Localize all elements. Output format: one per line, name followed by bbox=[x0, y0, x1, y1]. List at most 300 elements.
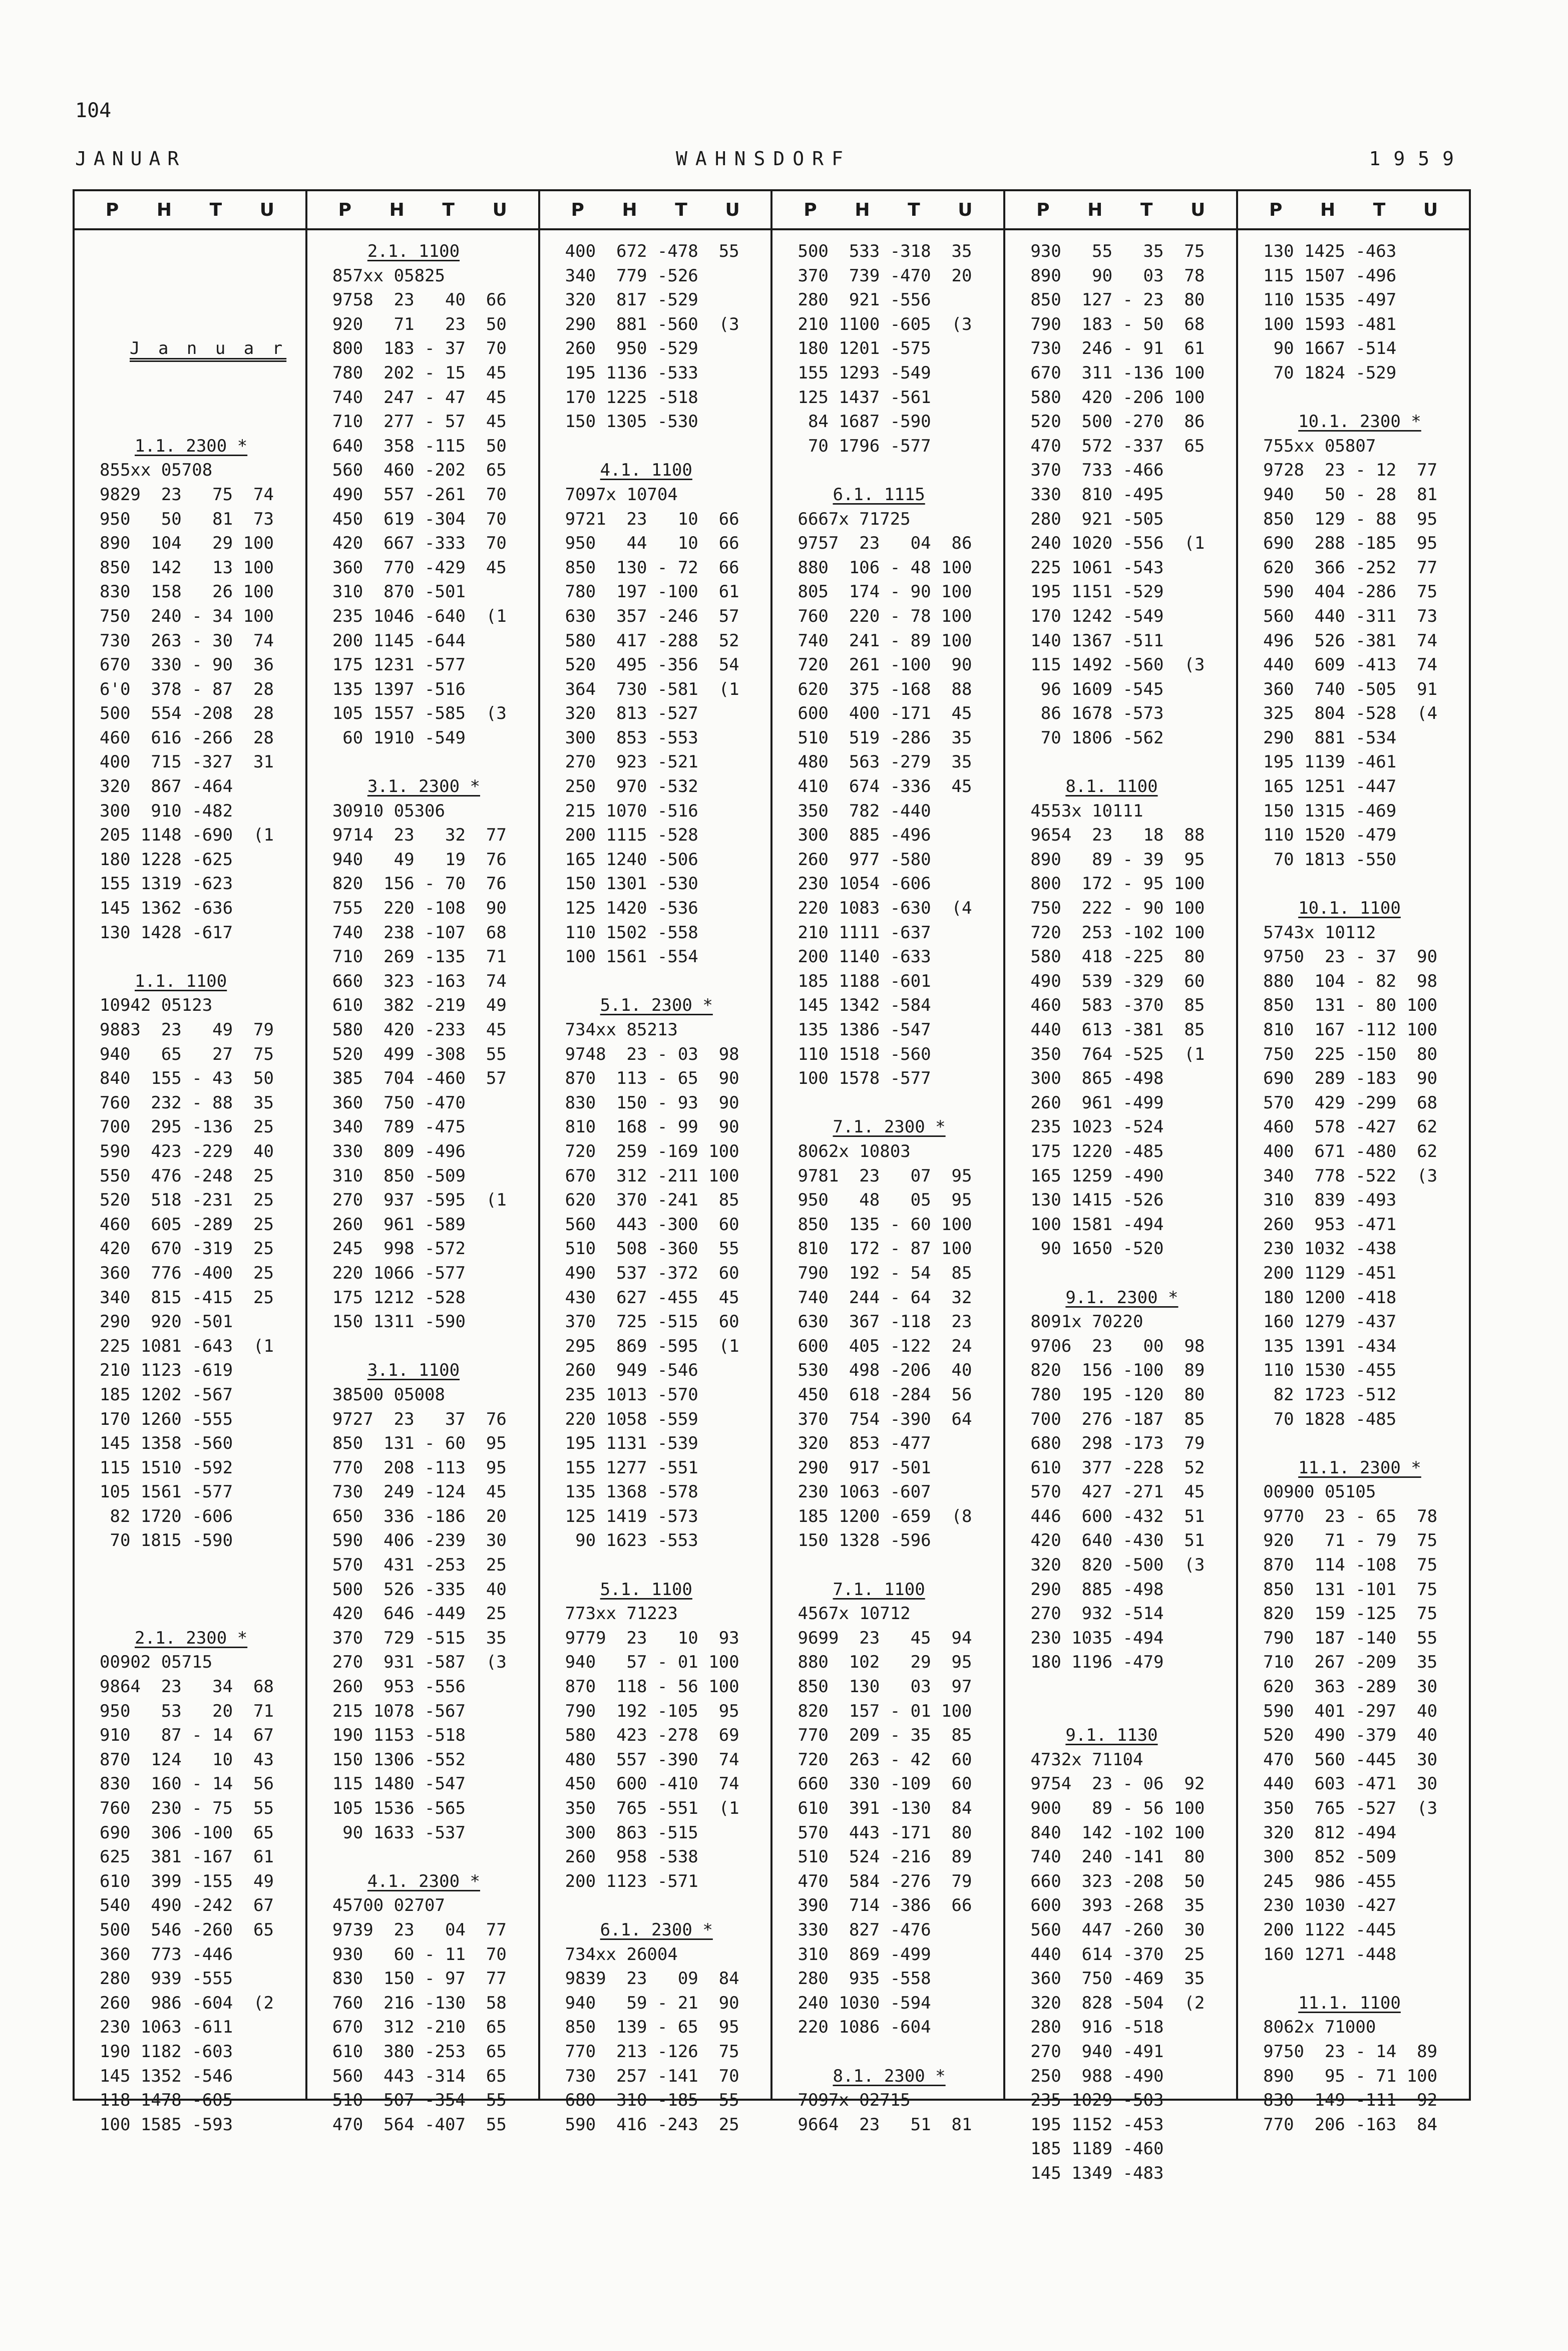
data-line: 730 263 - 30 74 bbox=[100, 630, 274, 651]
data-line: 125 1419 -573 bbox=[565, 1506, 698, 1526]
data-line: 270 932 -514 bbox=[1030, 1604, 1164, 1624]
column-body bbox=[772, 230, 1003, 2137]
column-label: P bbox=[804, 199, 817, 220]
data-line: 850 139 - 65 95 bbox=[565, 2017, 739, 2038]
column-label: T bbox=[1373, 199, 1386, 220]
data-line: 220 1083 -630 (4 bbox=[798, 898, 972, 919]
data-line: 160 1279 -437 bbox=[1263, 1312, 1397, 1332]
data-line: 590 416 -243 25 bbox=[565, 2114, 739, 2135]
data-line: 130 1425 -463 bbox=[1263, 241, 1397, 261]
data-line: 670 312 -210 65 bbox=[332, 2017, 507, 2038]
data-line: 600 405 -122 24 bbox=[798, 1336, 972, 1356]
data-line: 470 560 -445 30 bbox=[1263, 1749, 1438, 1770]
column-label: U bbox=[492, 199, 507, 220]
data-line: 185 1202 -567 bbox=[100, 1384, 233, 1405]
data-line: 230 1063 -607 bbox=[798, 1482, 931, 1502]
data-line: 510 508 -360 55 bbox=[565, 1239, 739, 1259]
column-label: T bbox=[209, 199, 222, 220]
data-line: 720 253 -102 100 bbox=[1030, 922, 1205, 943]
data-line: 60 1910 -549 bbox=[332, 727, 466, 748]
data-line: 940 65 27 75 bbox=[100, 1044, 274, 1064]
data-line: 310 850 -509 bbox=[332, 1165, 466, 1186]
data-line: 720 259 -169 100 bbox=[565, 1141, 739, 1161]
sounding-title bbox=[565, 1918, 756, 1942]
table-column bbox=[75, 191, 305, 2135]
data-line: 320 817 -529 bbox=[565, 290, 698, 310]
sounding-title bbox=[1263, 1991, 1454, 2016]
data-line: 320 828 -504 (2 bbox=[1030, 1993, 1205, 2013]
column-label: H bbox=[389, 199, 405, 220]
header-month: JANUAR bbox=[75, 148, 186, 170]
data-line: 280 935 -558 bbox=[798, 1969, 931, 1989]
data-line: 250 988 -490 bbox=[1030, 2066, 1164, 2086]
data-line: 400 671 -480 62 bbox=[1263, 1141, 1438, 1161]
data-line: 105 1536 -565 bbox=[332, 1798, 466, 1818]
data-line: 235 1046 -640 (1 bbox=[332, 606, 507, 626]
data-line: 7097x 02715 bbox=[798, 2090, 911, 2111]
data-line: 9728 23 - 12 77 bbox=[1263, 460, 1438, 481]
sounding-title-text: 5.1. 2300 * bbox=[600, 995, 713, 1016]
data-line: 9727 23 37 76 bbox=[332, 1409, 507, 1429]
data-line bbox=[798, 458, 988, 483]
data-line: 850 130 - 72 66 bbox=[565, 557, 739, 578]
data-line: 870 118 - 56 100 bbox=[565, 1677, 739, 1697]
data-line: 270 923 -521 bbox=[565, 752, 698, 772]
data-line: 500 533 -318 35 bbox=[798, 241, 972, 261]
data-line: 6667x 71725 bbox=[798, 509, 911, 529]
data-line: 215 1070 -516 bbox=[565, 801, 698, 821]
data-line: 610 382 -219 49 bbox=[332, 995, 507, 1016]
data-line: 370 729 -515 35 bbox=[332, 1628, 507, 1648]
data-line: 45700 02707 bbox=[332, 1895, 445, 1916]
data-line: 150 1301 -530 bbox=[565, 874, 698, 894]
data-line: 740 238 -107 68 bbox=[332, 922, 507, 943]
data-line bbox=[332, 750, 523, 774]
data-line: 200 1115 -528 bbox=[565, 825, 698, 846]
data-line: 340 778 -522 (3 bbox=[1263, 1165, 1438, 1186]
column-body bbox=[1238, 230, 1469, 2137]
data-line: 125 1437 -561 bbox=[798, 387, 931, 408]
data-line: 490 557 -261 70 bbox=[332, 484, 507, 505]
data-line: 570 431 -253 25 bbox=[332, 1555, 507, 1576]
data-line: 4553x 10111 bbox=[1030, 801, 1143, 821]
data-line bbox=[1030, 1261, 1221, 1286]
data-line: 235 1013 -570 bbox=[565, 1384, 698, 1405]
data-line: 290 917 -501 bbox=[798, 1457, 931, 1478]
data-line: 9883 23 49 79 bbox=[100, 1020, 274, 1040]
table-column bbox=[770, 191, 1003, 2135]
data-line: 850 135 - 60 100 bbox=[798, 1214, 972, 1235]
data-line bbox=[565, 969, 756, 994]
data-line: 620 375 -168 88 bbox=[798, 679, 972, 699]
data-line: 420 670 -319 25 bbox=[100, 1239, 274, 1259]
data-line: 670 312 -211 100 bbox=[565, 1165, 739, 1186]
data-line: 320 820 -500 (3 bbox=[1030, 1555, 1205, 1576]
data-line: 880 104 - 82 98 bbox=[1263, 971, 1438, 991]
data-line: 5743x 10112 bbox=[1263, 922, 1376, 943]
sounding-title-text: 2.1. 2300 * bbox=[135, 1628, 248, 1648]
data-line: 260 977 -580 bbox=[798, 849, 931, 870]
data-line: 180 1228 -625 bbox=[100, 849, 233, 870]
data-line: 110 1535 -497 bbox=[1263, 290, 1397, 310]
data-line: 920 71 23 50 bbox=[332, 314, 507, 334]
data-line: 9829 23 75 74 bbox=[100, 484, 274, 505]
data-line: 290 881 -534 bbox=[1263, 727, 1397, 748]
column-header bbox=[1238, 191, 1469, 230]
data-line: 295 869 -595 (1 bbox=[565, 1336, 739, 1356]
data-line: 90 1650 -520 bbox=[1030, 1239, 1164, 1259]
data-line: 260 961 -589 bbox=[332, 1214, 466, 1235]
data-line: 930 60 - 11 70 bbox=[332, 1944, 507, 1965]
data-line: 755xx 05807 bbox=[1263, 436, 1376, 456]
data-line bbox=[100, 239, 290, 264]
data-line: 135 1386 -547 bbox=[798, 1020, 931, 1040]
sounding-title-text: 3.1. 1100 bbox=[367, 1360, 460, 1381]
month-heading bbox=[100, 336, 290, 361]
data-line: 170 1260 -555 bbox=[100, 1409, 233, 1429]
data-line: 530 498 -206 40 bbox=[798, 1360, 972, 1381]
data-line: 4567x 10712 bbox=[798, 1604, 911, 1624]
data-line: 9758 23 40 66 bbox=[332, 290, 507, 310]
data-line: 100 1593 -481 bbox=[1263, 314, 1397, 334]
data-line: 185 1200 -659 (8 bbox=[798, 1506, 972, 1526]
data-line: 9739 23 04 77 bbox=[332, 1919, 507, 1940]
data-line: 195 1151 -529 bbox=[1030, 582, 1164, 602]
data-line: 9706 23 00 98 bbox=[1030, 1336, 1205, 1356]
data-line: 364 730 -581 (1 bbox=[565, 679, 739, 699]
data-line: 100 1561 -554 bbox=[565, 947, 698, 967]
data-line: 790 183 - 50 68 bbox=[1030, 314, 1205, 334]
data-line: 510 507 -354 55 bbox=[332, 2090, 507, 2111]
column-header bbox=[772, 191, 1003, 230]
data-line: 9721 23 10 66 bbox=[565, 509, 739, 529]
data-line: 175 1212 -528 bbox=[332, 1287, 466, 1308]
data-line: 165 1251 -447 bbox=[1263, 776, 1397, 797]
data-line: 9699 23 45 94 bbox=[798, 1628, 972, 1648]
data-line bbox=[100, 410, 290, 434]
sounding-title-text: 6.1. 2300 * bbox=[600, 1919, 713, 1940]
data-line: 440 613 -381 85 bbox=[1030, 1020, 1205, 1040]
data-line bbox=[332, 1334, 523, 1359]
data-line: 950 50 81 73 bbox=[100, 509, 274, 529]
data-line bbox=[1030, 750, 1221, 774]
data-line: 500 554 -208 28 bbox=[100, 703, 274, 724]
data-line: 260 950 -529 bbox=[565, 338, 698, 359]
sounding-title bbox=[332, 239, 523, 264]
data-line: 610 377 -228 52 bbox=[1030, 1457, 1205, 1478]
data-line: 820 156 -100 89 bbox=[1030, 1360, 1205, 1381]
month-heading-text: J a n u a r bbox=[130, 338, 287, 359]
data-line bbox=[565, 434, 756, 459]
data-line: 150 1305 -530 bbox=[565, 412, 698, 432]
column-label: U bbox=[1191, 199, 1206, 220]
data-line: 620 366 -252 77 bbox=[1263, 557, 1438, 578]
data-line: 260 986 -604 (2 bbox=[100, 1993, 274, 2013]
sounding-table bbox=[73, 189, 1471, 2183]
data-line: 84 1687 -590 bbox=[798, 412, 931, 432]
column-label: H bbox=[156, 199, 172, 220]
sounding-title-text: 10.1. 2300 * bbox=[1298, 412, 1421, 432]
data-line: 820 156 - 70 76 bbox=[332, 874, 507, 894]
data-line: 260 961 -499 bbox=[1030, 1092, 1164, 1113]
data-line: 790 192 - 54 85 bbox=[798, 1263, 972, 1283]
data-line: 340 789 -475 bbox=[332, 1117, 466, 1137]
data-line: 660 323 -208 50 bbox=[1030, 1871, 1205, 1891]
data-line: 790 192 -105 95 bbox=[565, 1701, 739, 1721]
data-line: 630 357 -246 57 bbox=[565, 606, 739, 626]
sounding-title-text: 3.1. 2300 * bbox=[367, 776, 480, 797]
data-line: 560 460 -202 65 bbox=[332, 460, 507, 481]
data-line: 496 526 -381 74 bbox=[1263, 630, 1438, 651]
data-line: 890 104 29 100 bbox=[100, 533, 274, 554]
data-line: 440 603 -471 30 bbox=[1263, 1774, 1438, 1794]
data-line: 230 1035 -494 bbox=[1030, 1628, 1164, 1648]
data-line: 155 1319 -623 bbox=[100, 874, 233, 894]
data-line: 00902 05715 bbox=[100, 1652, 213, 1673]
data-line: 7097x 10704 bbox=[565, 484, 678, 505]
data-line: 660 323 -163 74 bbox=[332, 971, 507, 991]
data-line: 8062x 71000 bbox=[1263, 2017, 1376, 2038]
data-line: 220 1058 -559 bbox=[565, 1409, 698, 1429]
data-line: 320 812 -494 bbox=[1263, 1822, 1397, 1843]
data-line: 280 921 -556 bbox=[798, 290, 931, 310]
data-line: 370 739 -470 20 bbox=[798, 265, 972, 286]
sounding-title bbox=[565, 458, 756, 483]
data-line: 710 267 -209 35 bbox=[1263, 1652, 1438, 1673]
data-line bbox=[100, 1602, 290, 1626]
sounding-title-text: 10.1. 1100 bbox=[1298, 898, 1401, 919]
data-line bbox=[798, 1553, 988, 1578]
data-line: 360 750 -470 bbox=[332, 1092, 466, 1113]
data-line bbox=[565, 1893, 756, 1918]
column-body bbox=[75, 230, 305, 2137]
data-line: 760 230 - 75 55 bbox=[100, 1798, 274, 1818]
data-line: 170 1242 -549 bbox=[1030, 606, 1164, 626]
data-line: 330 827 -476 bbox=[798, 1919, 931, 1940]
data-line: 810 167 -112 100 bbox=[1263, 1020, 1438, 1040]
data-line: 520 490 -379 40 bbox=[1263, 1725, 1438, 1746]
data-line: 950 48 05 95 bbox=[798, 1190, 972, 1211]
data-line: 790 187 -140 55 bbox=[1263, 1628, 1438, 1648]
data-line: 70 1828 -485 bbox=[1263, 1409, 1397, 1429]
data-line: 200 1140 -633 bbox=[798, 947, 931, 967]
data-line: 370 725 -515 60 bbox=[565, 1312, 739, 1332]
data-line: 520 518 -231 25 bbox=[100, 1190, 274, 1211]
data-line: 510 524 -216 89 bbox=[798, 1847, 972, 1867]
data-line: 8062x 10803 bbox=[798, 1141, 911, 1161]
data-line: 940 57 - 01 100 bbox=[565, 1652, 739, 1673]
data-line: 840 142 -102 100 bbox=[1030, 1822, 1205, 1843]
data-line bbox=[100, 1553, 290, 1578]
data-line: 200 1123 -571 bbox=[565, 1871, 698, 1891]
data-line: 210 1100 -605 (3 bbox=[798, 314, 972, 334]
data-line: 820 157 - 01 100 bbox=[798, 1701, 972, 1721]
data-line: 740 241 - 89 100 bbox=[798, 630, 972, 651]
data-line: 630 367 -118 23 bbox=[798, 1312, 972, 1332]
sounding-title-text: 4.1. 2300 * bbox=[367, 1871, 480, 1891]
data-line: 135 1397 -516 bbox=[332, 679, 466, 699]
data-line bbox=[1263, 872, 1454, 896]
data-line: 650 336 -186 20 bbox=[332, 1506, 507, 1526]
data-line: 360 776 -400 25 bbox=[100, 1263, 274, 1283]
data-line: 880 106 - 48 100 bbox=[798, 557, 972, 578]
data-line: 240 1020 -556 (1 bbox=[1030, 533, 1205, 554]
data-line: 260 953 -471 bbox=[1263, 1214, 1397, 1235]
data-line: 270 931 -587 (3 bbox=[332, 1652, 507, 1673]
data-line: 330 810 -495 bbox=[1030, 484, 1164, 505]
data-line: 690 306 -100 65 bbox=[100, 1822, 274, 1843]
data-line: 9754 23 - 06 92 bbox=[1030, 1774, 1205, 1794]
data-line: 290 881 -560 (3 bbox=[565, 314, 739, 334]
data-line: 4732x 71104 bbox=[1030, 1749, 1143, 1770]
data-line: 710 269 -135 71 bbox=[332, 947, 507, 967]
data-line: 200 1129 -451 bbox=[1263, 1263, 1397, 1283]
data-line: 360 740 -505 91 bbox=[1263, 679, 1438, 699]
table-column bbox=[1003, 191, 1236, 2183]
data-line: 670 330 - 90 36 bbox=[100, 655, 274, 675]
data-line: 9748 23 - 03 98 bbox=[565, 1044, 739, 1064]
data-line: 150 1315 -469 bbox=[1263, 801, 1397, 821]
data-line: 470 564 -407 55 bbox=[332, 2114, 507, 2135]
data-line: 780 197 -100 61 bbox=[565, 582, 739, 602]
data-line: 280 916 -518 bbox=[1030, 2017, 1164, 2038]
data-line: 100 1581 -494 bbox=[1030, 1214, 1164, 1235]
column-label: P bbox=[1036, 199, 1050, 220]
data-line: 350 765 -551 (1 bbox=[565, 1798, 739, 1818]
sounding-title-text: 7.1. 2300 * bbox=[833, 1117, 946, 1137]
data-line: 940 49 19 76 bbox=[332, 849, 507, 870]
data-line: 850 142 13 100 bbox=[100, 557, 274, 578]
data-line: 100 1585 -593 bbox=[100, 2114, 233, 2135]
data-line: 115 1492 -560 (3 bbox=[1030, 655, 1205, 675]
data-line: 610 399 -155 49 bbox=[100, 1871, 274, 1891]
data-line: 750 225 -150 80 bbox=[1263, 1044, 1438, 1064]
data-line: 770 213 -126 75 bbox=[565, 2041, 739, 2062]
data-line bbox=[1263, 385, 1454, 410]
data-line: 440 614 -370 25 bbox=[1030, 1944, 1205, 1965]
sounding-title bbox=[100, 434, 290, 459]
data-line: 70 1815 -590 bbox=[100, 1530, 233, 1551]
data-line: 340 779 -526 bbox=[565, 265, 698, 286]
sounding-title-text: 1.1. 1100 bbox=[135, 971, 227, 991]
header-station: WAHNSDORF bbox=[676, 148, 851, 170]
data-line: 610 391 -130 84 bbox=[798, 1798, 972, 1818]
data-line: 446 600 -432 51 bbox=[1030, 1506, 1205, 1526]
data-line: 90 1623 -553 bbox=[565, 1530, 698, 1551]
data-line: 9781 23 07 95 bbox=[798, 1165, 972, 1186]
page-number: 104 bbox=[75, 99, 112, 122]
data-line: 110 1518 -560 bbox=[798, 1044, 931, 1064]
sounding-title bbox=[100, 969, 290, 994]
data-line: 490 537 -372 60 bbox=[565, 1263, 739, 1283]
data-line: 170 1225 -518 bbox=[565, 387, 698, 408]
sounding-title bbox=[565, 993, 756, 1018]
data-line: 240 1030 -594 bbox=[798, 1993, 931, 2013]
data-line: 6'0 378 - 87 28 bbox=[100, 679, 274, 699]
data-line: 70 1806 -562 bbox=[1030, 727, 1164, 748]
data-line: 360 773 -446 bbox=[100, 1944, 233, 1965]
data-line: 420 646 -449 25 bbox=[332, 1604, 507, 1624]
data-line: 260 953 -556 bbox=[332, 1677, 466, 1697]
data-line bbox=[100, 264, 290, 288]
data-line: 460 605 -289 25 bbox=[100, 1214, 274, 1235]
data-line: 420 667 -333 70 bbox=[332, 533, 507, 554]
data-line: 580 417 -288 52 bbox=[565, 630, 739, 651]
data-line: 210 1111 -637 bbox=[798, 922, 931, 943]
sounding-title-text: 11.1. 2300 * bbox=[1298, 1457, 1421, 1478]
data-line: 270 937 -595 (1 bbox=[332, 1190, 507, 1211]
data-line: 350 765 -527 (3 bbox=[1263, 1798, 1438, 1818]
column-label: P bbox=[1269, 199, 1283, 220]
data-line: 805 174 - 90 100 bbox=[798, 582, 972, 602]
page-header bbox=[75, 148, 1467, 173]
data-line: 135 1368 -578 bbox=[565, 1482, 698, 1502]
data-line: 190 1182 -603 bbox=[100, 2041, 233, 2062]
data-line: 450 600 -410 74 bbox=[565, 1774, 739, 1794]
data-line: 180 1201 -575 bbox=[798, 338, 931, 359]
data-line bbox=[100, 361, 290, 385]
data-line: 850 127 - 23 80 bbox=[1030, 290, 1205, 310]
data-line: 770 206 -163 84 bbox=[1263, 2114, 1438, 2135]
data-line: 370 733 -466 bbox=[1030, 460, 1164, 481]
data-line: 700 276 -187 85 bbox=[1030, 1409, 1205, 1429]
column-label: U bbox=[725, 199, 740, 220]
data-line: 90 1667 -514 bbox=[1263, 338, 1397, 359]
data-line: 500 546 -260 65 bbox=[100, 1919, 274, 1940]
data-line: 30910 05306 bbox=[332, 801, 445, 821]
column-label: P bbox=[105, 199, 119, 220]
data-line: 450 619 -304 70 bbox=[332, 509, 507, 529]
sounding-title bbox=[798, 1578, 988, 1602]
data-line bbox=[100, 1578, 290, 1602]
data-line: 460 578 -427 62 bbox=[1263, 1117, 1438, 1137]
data-line: 300 853 -553 bbox=[565, 727, 698, 748]
data-line: 520 495 -356 54 bbox=[565, 655, 739, 675]
data-line: 00900 05105 bbox=[1263, 1482, 1376, 1502]
sounding-title-text: 9.1. 1130 bbox=[1065, 1725, 1158, 1746]
data-line: 195 1139 -461 bbox=[1263, 752, 1397, 772]
data-line: 570 443 -171 80 bbox=[798, 1822, 972, 1843]
data-line: 150 1311 -590 bbox=[332, 1312, 466, 1332]
data-line: 590 406 -239 30 bbox=[332, 1530, 507, 1551]
data-line: 105 1557 -585 (3 bbox=[332, 703, 507, 724]
sounding-title-text: 1.1. 2300 * bbox=[135, 436, 248, 456]
data-line: 770 208 -113 95 bbox=[332, 1457, 507, 1478]
data-line: 770 209 - 35 85 bbox=[798, 1725, 972, 1746]
data-line: 470 572 -337 65 bbox=[1030, 436, 1205, 456]
data-line: 300 885 -496 bbox=[798, 825, 931, 846]
data-line: 115 1480 -547 bbox=[332, 1774, 466, 1794]
data-line: 734xx 26004 bbox=[565, 1944, 678, 1965]
data-line: 560 447 -260 30 bbox=[1030, 1919, 1205, 1940]
data-line: 245 986 -455 bbox=[1263, 1871, 1397, 1891]
data-line: 540 490 -242 67 bbox=[100, 1895, 274, 1916]
data-line bbox=[1030, 1675, 1221, 1699]
column-label: T bbox=[442, 199, 455, 220]
data-line: 175 1231 -577 bbox=[332, 655, 466, 675]
data-line: 480 563 -279 35 bbox=[798, 752, 972, 772]
data-line: 300 865 -498 bbox=[1030, 1068, 1164, 1089]
data-line: 110 1530 -455 bbox=[1263, 1360, 1397, 1381]
data-line: 10942 05123 bbox=[100, 995, 213, 1016]
data-line: 260 958 -538 bbox=[565, 1847, 698, 1867]
data-line: 560 443 -314 65 bbox=[332, 2066, 507, 2086]
sounding-title bbox=[798, 483, 988, 507]
data-line: 760 220 - 78 100 bbox=[798, 606, 972, 626]
data-line: 310 839 -493 bbox=[1263, 1190, 1397, 1211]
data-line: 580 423 -278 69 bbox=[565, 1725, 739, 1746]
data-line: 950 53 20 71 bbox=[100, 1701, 274, 1721]
